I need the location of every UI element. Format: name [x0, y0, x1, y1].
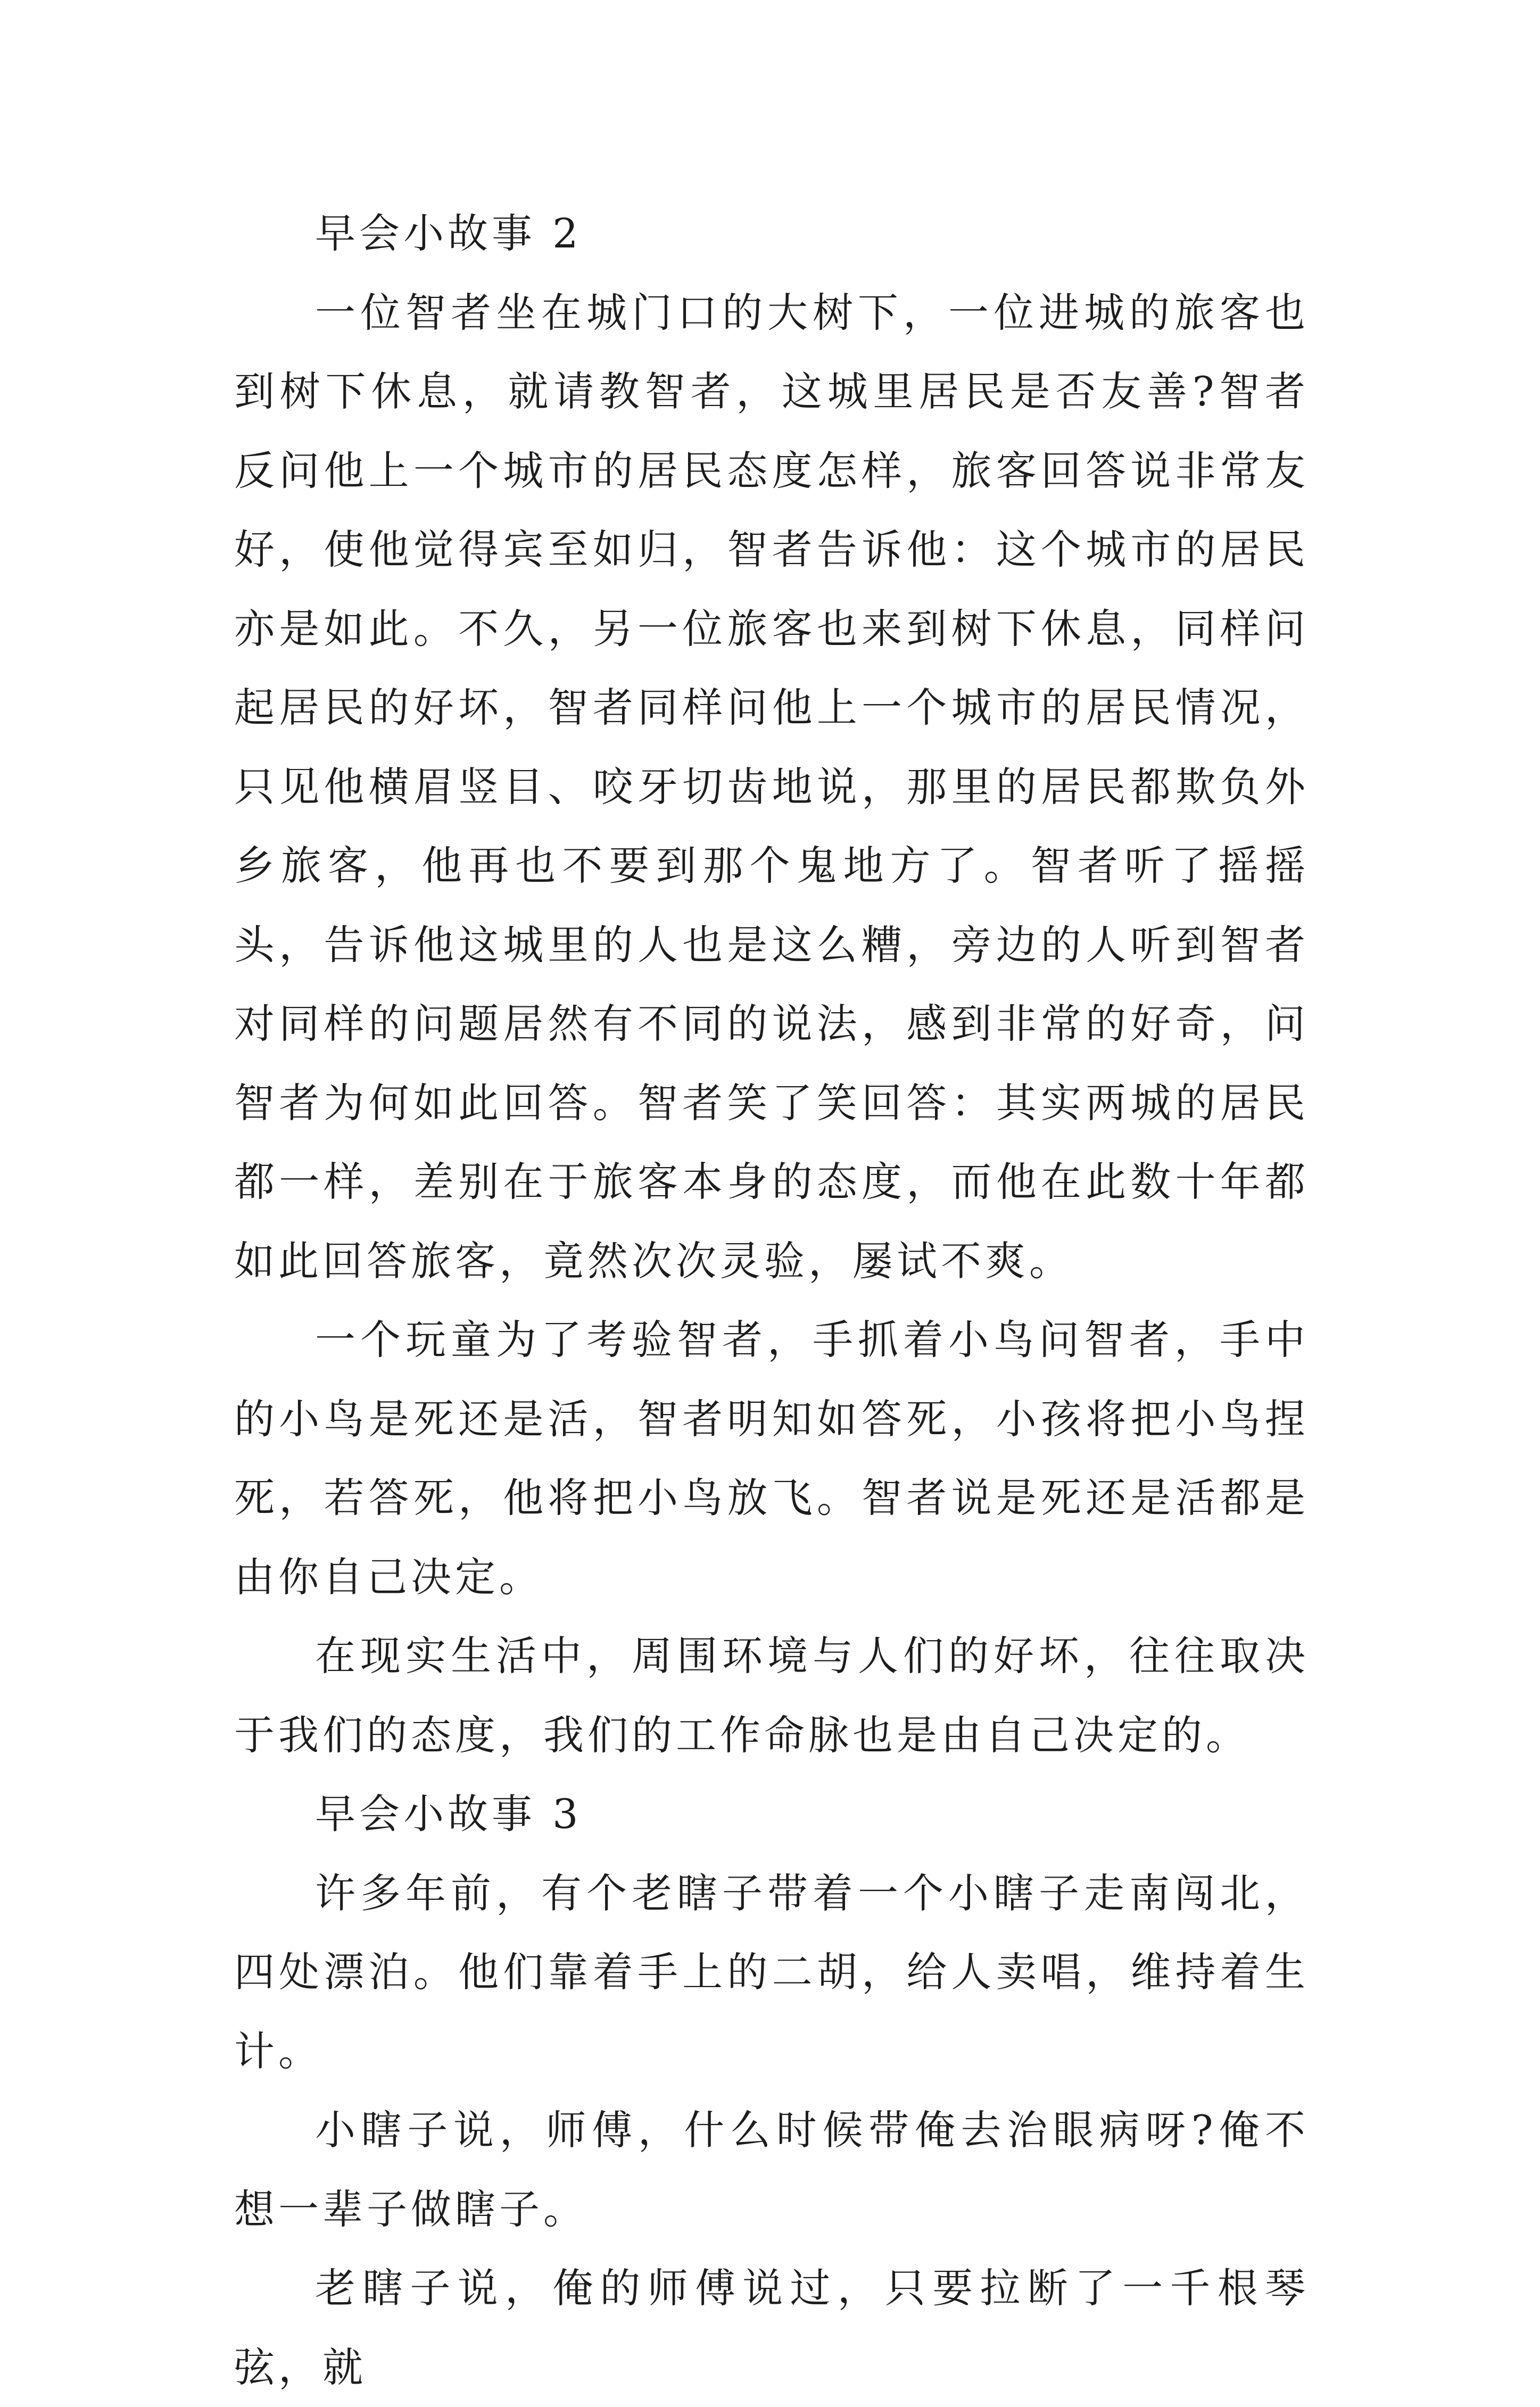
paragraph: 老瞎子说，俺的师傅说过，只要拉断了一千根琴弦，就 — [234, 2264, 1309, 2391]
document-body — [234, 194, 1309, 2407]
section-heading: 早会小故事 3 — [315, 1790, 582, 1838]
paragraph: 许多年前，有个老瞎子带着一个小瞎子走南闯北，四处漂泊。他们靠着手上的二胡，给人卖唱，维持着生计。 — [234, 1869, 1309, 2075]
section-heading: 早会小故事 2 — [315, 210, 582, 257]
paragraph: 在现实生活中，周围环境与人们的好坏，往往取决于我们的态度，我们的工作命脉也是由自己决定的。 — [234, 1632, 1309, 1759]
paragraph: 一位智者坐在城门口的大树下，一位进城的旅客也到树下休息，就请教智者，这城里居民是否友善?智者反问他上一个城市的居民态度怎样，旅客回答说非常友好，使他觉得宾至如归，智者告诉他：这个城市的居民亦是如此。不久，另一位旅客也来到树下休息，同样问起居民的好坏，智者同样问他上一个城市的居民情况，只见他横眉竖目、咬牙切齿地说，那里的居民都欺负外乡旅客，他再也不要到那个鬼地方了。智者听了摇摇头，告诉他这城里的人也是这么糟，旁边的人听到智者对同样的问题居然有不同的说法，感到非常的好奇，问智者为何如此回答。智者笑了笑回答：其实两城的居民都一样，差别在于旅客本身的态度，而他在此数十年都如此回答旅客，竟然次次灵验，屡试不爽。 — [234, 288, 1309, 1285]
paragraph: 小瞎子说，师傅，什么时候带俺去治眼病呀?俺不想一辈子做瞎子。 — [234, 2106, 1309, 2233]
paragraph: 一个玩童为了考验智者，手抓着小鸟问智者，手中的小鸟是死还是活，智者明知如答死，小孩将把小鸟捏死，若答死，他将把小鸟放飞。智者说是死还是活都是由你自己决定。 — [234, 1316, 1309, 1601]
